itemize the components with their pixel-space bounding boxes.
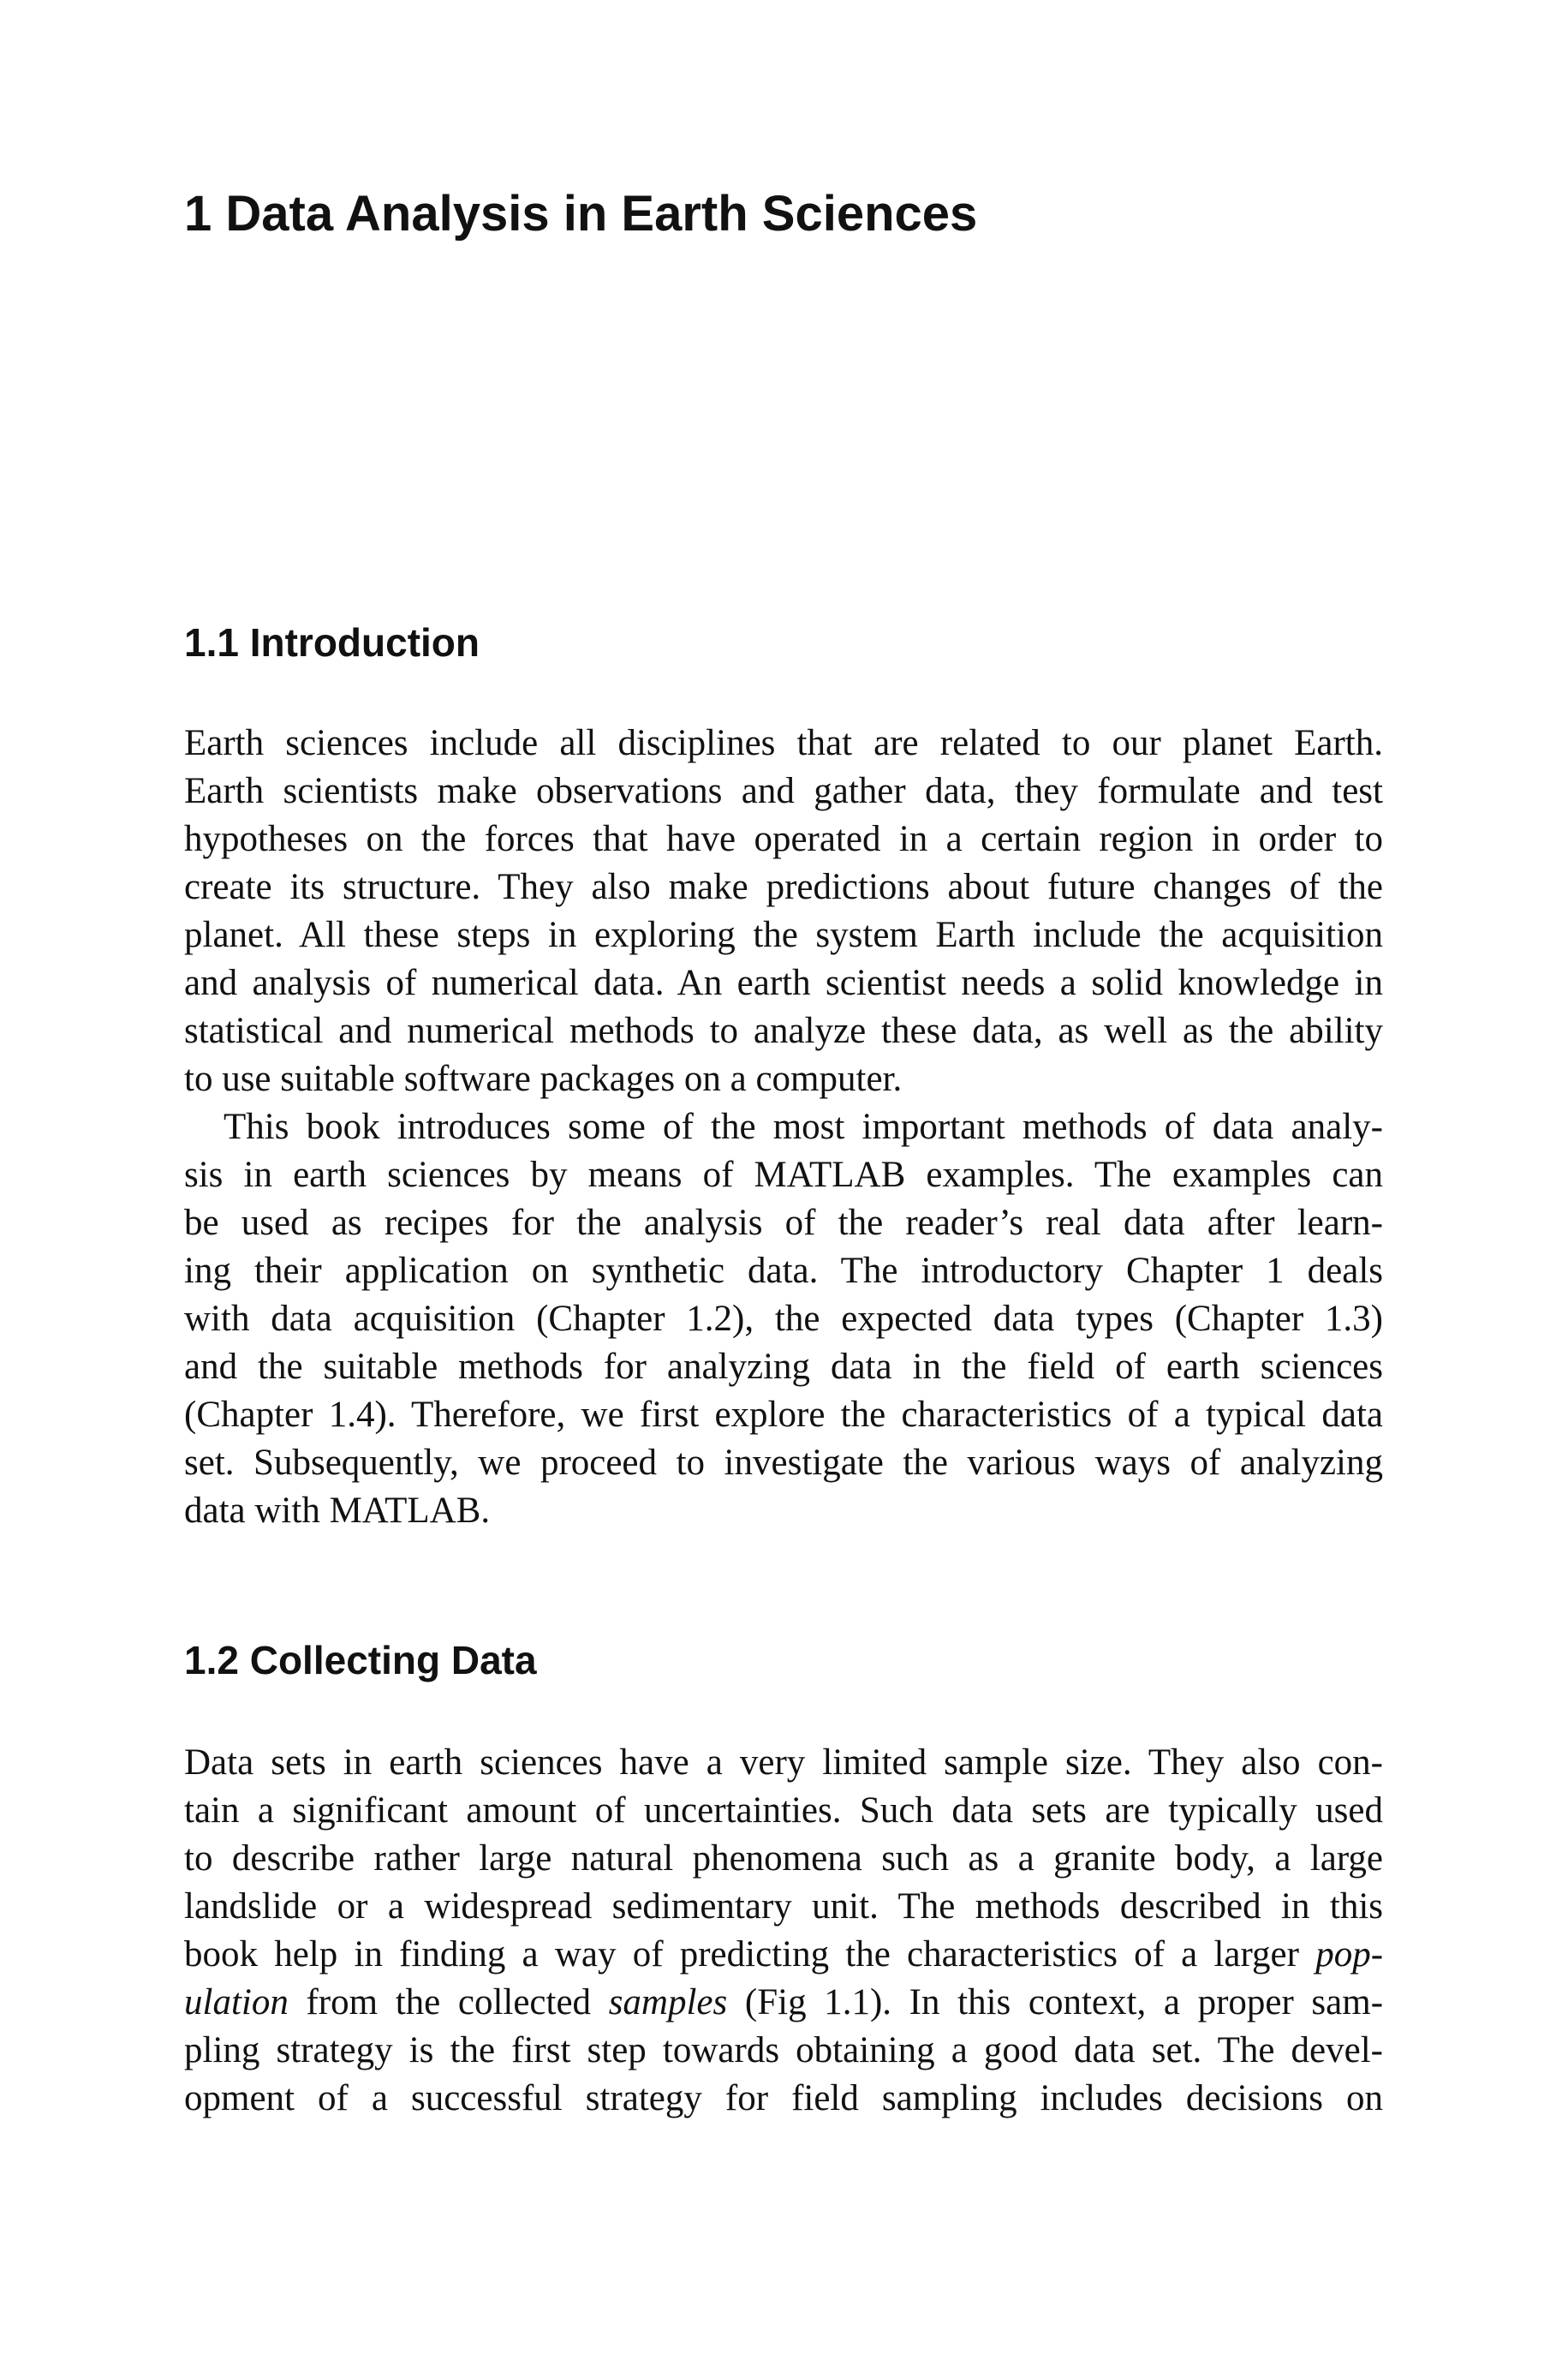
text-line: planet. All these steps in exploring the system Earth include the acquisition (184, 915, 1383, 955)
text-line: create its structure. They also make predictions about future changes of the (184, 867, 1383, 907)
text-line: and analysis of numerical data. An earth scientist needs a solid knowledge in (184, 963, 1383, 1003)
text-line: Earth sciences include all disciplines that are related to our planet Earth. (184, 723, 1383, 763)
text-run: book help in finding a way of predicting the characteristics of a larger (184, 1934, 1299, 1975)
text-line: data with MATLAB. (184, 1491, 491, 1531)
chapter-title: 1 Data Analysis in Earth Sciences (184, 186, 978, 242)
section-title-introduction: 1.1 Introduction (184, 620, 480, 665)
italic-term-population-part2: ulation (184, 1982, 289, 2022)
text-line: to describe rather large natural phenomena such as a granite body, a large (184, 1838, 1383, 1879)
text-line-with-italic (184, 1931, 1383, 1979)
italic-term-samples: samples (608, 1982, 728, 2022)
text-line: be used as recipes for the analysis of the reader’s real data after learn- (184, 1203, 1383, 1243)
text-line: opment of a successful strategy for field sampling includes decisions on (184, 2078, 1383, 2118)
text-line: landslide or a widespread sedimentary unit. The methods described in this (184, 1886, 1383, 1927)
text-line: (Chapter 1.4). Therefore, we first explore the characteristics of a typical data (184, 1395, 1383, 1435)
text-line: ing their application on synthetic data. The introductory Chapter 1 deals (184, 1251, 1383, 1291)
text-run: (Fig 1.1). In this context, a proper sam- (744, 1982, 1384, 2022)
section-body-collecting-data (184, 1739, 1383, 2123)
text-run: from the collected (306, 1982, 592, 2022)
text-line: to use suitable software packages on a computer. (184, 1059, 903, 1099)
text-line-with-italic (184, 1979, 1383, 2027)
text-line: Data sets in earth sciences have a very limited sample size. They also con- (184, 1742, 1383, 1783)
text-line: and the suitable methods for analyzing data in the field of earth sciences (184, 1347, 1383, 1387)
section-body-introduction (184, 720, 1383, 1535)
text-line: Earth scientists make observations and gather data, they formulate and test (184, 771, 1383, 811)
text-line: tain a significant amount of uncertainties. Such data sets are typically used (184, 1790, 1383, 1831)
section-title-collecting-data: 1.2 Collecting Data (184, 1638, 537, 1682)
text-line: pling strategy is the first step towards obtaining a good data set. The devel- (184, 2030, 1383, 2070)
text-line: This book introduces some of the most important methods of data analy- (224, 1107, 1383, 1147)
text-line: set. Subsequently, we proceed to investigate the various ways of analyzing (184, 1443, 1383, 1483)
text-line: statistical and numerical methods to analyze these data, as well as the ability (184, 1011, 1383, 1051)
text-line: with data acquisition (Chapter 1.2), the expected data types (Chapter 1.3) (184, 1299, 1383, 1339)
italic-term-population-part1: pop- (1315, 1934, 1384, 1975)
text-line: sis in earth sciences by means of MATLAB examples. The examples can (184, 1155, 1383, 1195)
text-line: hypotheses on the forces that have operated in a certain region in order to (184, 819, 1383, 859)
